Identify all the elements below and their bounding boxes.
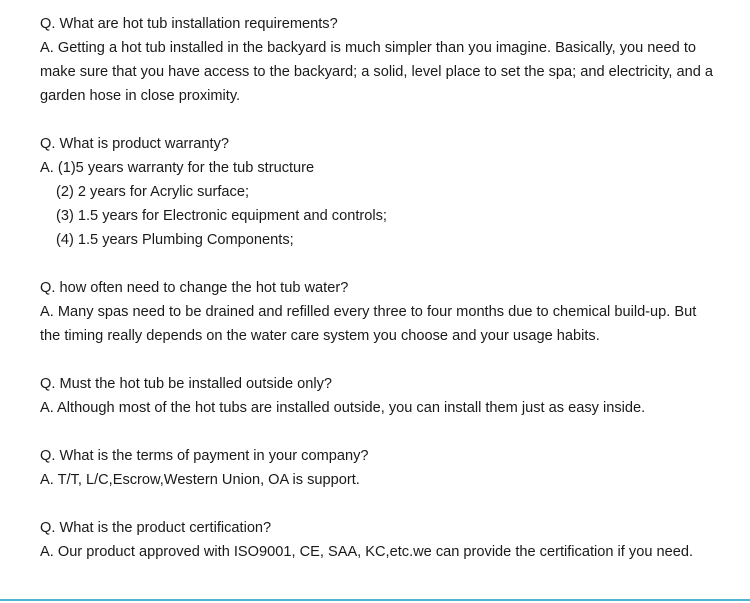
- faq-question: Q. What are hot tub installation requirements?: [40, 16, 338, 32]
- faq-answer: A. (1)5 years warranty for the tub structure: [40, 160, 315, 176]
- faq-question: Q. how often need to change the hot tub water?: [40, 280, 349, 296]
- bottom-divider: [0, 599, 750, 601]
- faq-answer: A. Our product approved with ISO9001, CE, SAA, KC,etc.we can provide the certification if you need.: [40, 544, 694, 560]
- faq-answer: A. Many spas need to be drained and refilled every three to four months due to chemical build-up. But the timing really depends on the water care system you choose and your usage habits.: [40, 304, 697, 344]
- faq-item-installation: [40, 12, 720, 108]
- faq-question: Q. Must the hot tub be installed outside only?: [40, 376, 333, 392]
- warranty-sub-item: (4) 1.5 years Plumbing Components;: [56, 232, 294, 248]
- faq-answer: A. Although most of the hot tubs are installed outside, you can install them just as easy inside.: [40, 400, 646, 416]
- faq-question: Q. What is the product certification?: [40, 520, 272, 536]
- faq-question: Q. What is product warranty?: [40, 136, 229, 152]
- warranty-sub-item: (2) 2 years for Acrylic surface;: [56, 184, 250, 200]
- faq-item-outside-install: [40, 372, 720, 420]
- faq-item-warranty: [40, 132, 720, 252]
- warranty-sub-item: (3) 1.5 years for Electronic equipment and controls;: [56, 208, 387, 224]
- faq-list: [40, 12, 720, 588]
- faq-item-water-change: [40, 276, 720, 348]
- faq-item-payment: [40, 444, 720, 492]
- faq-answer: A. T/T, L/C,Escrow,Western Union, OA is support.: [40, 472, 360, 488]
- faq-question: Q. What is the terms of payment in your company?: [40, 448, 369, 464]
- faq-answer: A. Getting a hot tub installed in the backyard is much simpler than you imagine. Basically, you need to make sure that you have access to the backyard; a solid, level place to set the spa; and electricity, and a garden hose in close proximity.: [40, 40, 714, 104]
- faq-item-certification: [40, 516, 720, 564]
